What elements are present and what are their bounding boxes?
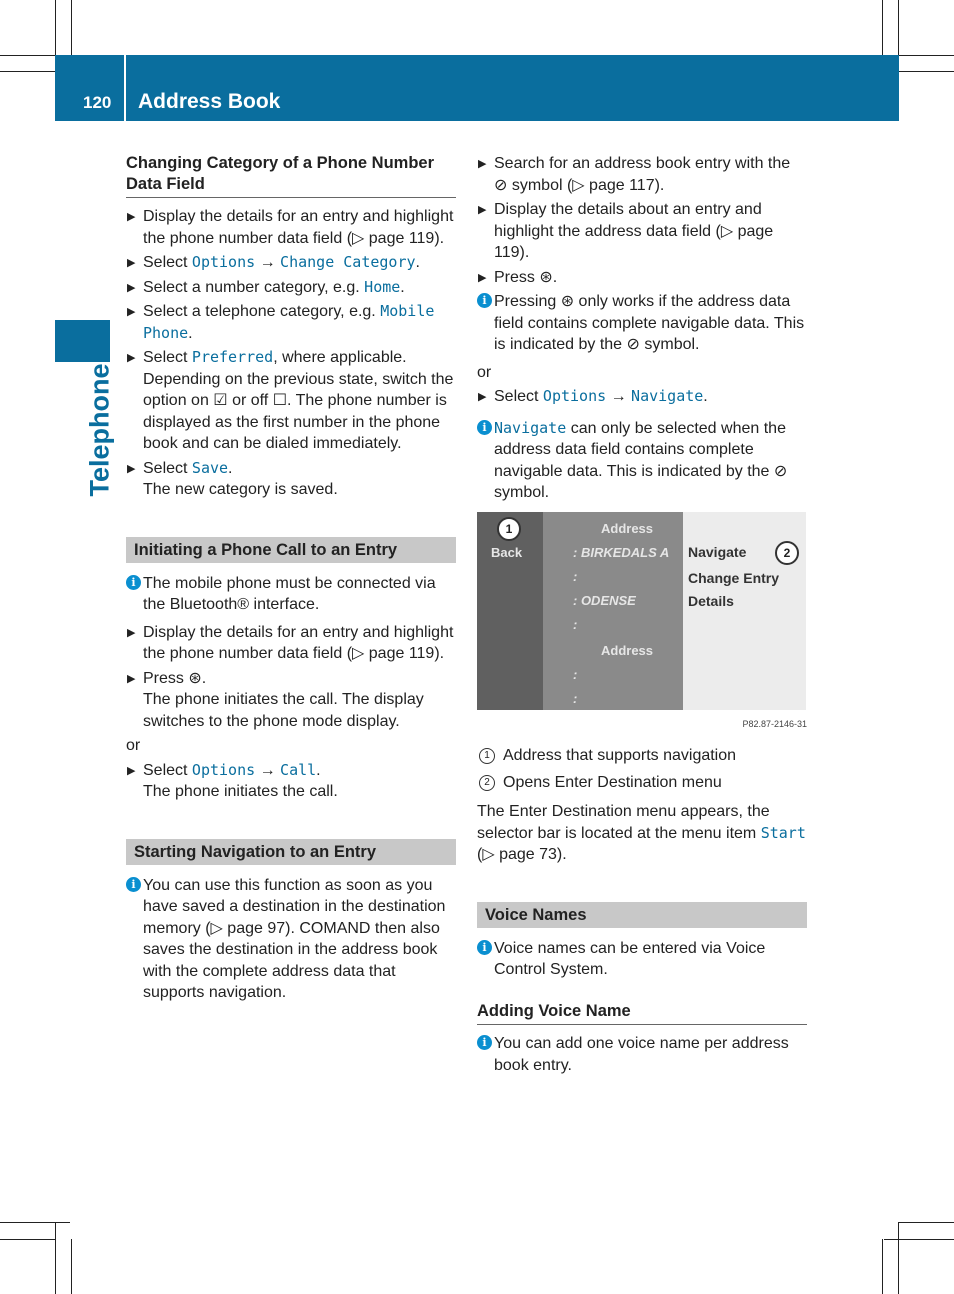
step-arrow-icon: ▶: [127, 462, 136, 475]
step-arrow-icon: ▶: [478, 391, 487, 403]
arrow-symbol: →: [259, 761, 276, 779]
step-text: Display the details about an entry and highlight the address data field (▷ page 119).: [494, 201, 774, 261]
crop-mark: [882, 0, 883, 55]
info-text: can only be selected when the address data field contains complete navigable data. This is indicated by the ⊘ symbol.: [494, 419, 788, 501]
menu-item-change-category: Change Category: [280, 253, 416, 271]
figure-menu-change-entry: Change Entry: [688, 569, 780, 586]
info-text: Voice names can be entered via Voice Control System.: [494, 939, 766, 978]
step-text: Select: [494, 388, 539, 405]
figure-back-label: Back: [491, 544, 523, 560]
legend-number: 2: [479, 775, 495, 791]
legend-number: 1: [479, 748, 495, 764]
section-title: Initiating a Phone Call to an Entry: [126, 537, 456, 563]
step-arrow-icon: ▶: [127, 211, 136, 223]
info-text: You can add one voice name per address book entry.: [494, 1035, 789, 1074]
crop-mark: [899, 1222, 954, 1223]
step-arrow-icon: ▶: [478, 204, 487, 216]
section-title: Starting Navigation to an Entry: [126, 839, 456, 865]
step-result: The phone initiates the call. The display switches to the phone mode display.: [143, 691, 424, 730]
step-arrow-icon: ▶: [478, 271, 487, 284]
legend-item: [477, 745, 807, 767]
arrow-symbol: →: [610, 388, 627, 405]
step-arrow-icon: ▶: [127, 626, 136, 639]
figure-address-header: Address: [601, 642, 654, 658]
menu-item-start: Start: [760, 823, 806, 842]
callout-2: 2: [775, 541, 799, 565]
step-arrow-icon: ▶: [127, 672, 136, 685]
menu-item-save: Save: [191, 458, 229, 477]
instruction-step: [126, 206, 456, 249]
menu-item-home: Home: [364, 277, 401, 296]
menu-item-options: Options: [191, 760, 256, 779]
left-column: [126, 153, 456, 1010]
menu-item-preferred: Preferred: [191, 348, 274, 366]
figure-address-header: Address: [601, 520, 654, 536]
chapter-title: Address Book: [138, 90, 281, 113]
figure-entry: :: [573, 690, 578, 706]
or-separator: or: [477, 363, 492, 381]
info-note: [126, 875, 456, 1004]
crop-mark: [0, 71, 55, 72]
callout-1: 1: [497, 517, 521, 541]
step-result: The new category is saved.: [143, 481, 338, 498]
paragraph-text: The Enter Destination menu appears, the selector bar is located at the menu item: [477, 803, 770, 842]
crop-mark: [898, 1222, 899, 1294]
info-icon: i: [477, 293, 492, 308]
side-tab-marker: [55, 320, 110, 362]
instruction-step: ▶ Select Options → Change Category.: [126, 252, 456, 274]
or-separator: or: [126, 737, 141, 754]
instruction-step: [477, 199, 807, 264]
menu-item-call: Call: [280, 760, 317, 779]
instruction-step: ▶ Select Options → Navigate.: [477, 386, 807, 408]
step-text: Display the details for an entry and highlight the phone number data field (▷ page 119).: [143, 623, 454, 662]
instruction-step: ▶ Select Save. The new category is saved.: [127, 458, 338, 498]
menu-item-mobile-phone: Mobile Phone: [143, 302, 435, 342]
subsection-title: Adding Voice Name: [477, 1001, 807, 1026]
figure-menu-details: Details: [688, 592, 734, 609]
step-text: Select: [143, 459, 188, 477]
instruction-step: [126, 668, 456, 733]
arrow-symbol: →: [259, 254, 276, 271]
info-icon: i: [126, 575, 141, 590]
crop-mark: [0, 1222, 70, 1223]
instruction-step: [477, 267, 807, 289]
step-arrow-icon: ▶: [127, 281, 136, 294]
legend-item: [477, 772, 807, 794]
info-icon: i: [477, 420, 492, 435]
step-text: Select: [143, 761, 188, 779]
step-text: Select: [143, 254, 188, 271]
screen-figure: [477, 512, 806, 710]
step-text: Press ⊛.: [143, 669, 207, 687]
step-text: , where applicable. Depending on the previous state, switch the option on ☑ or off ☐. The phone number is displayed as the first number in the phone book and can be dialed immediately.: [143, 349, 454, 452]
menu-item-navigate: Navigate: [494, 418, 567, 437]
step-arrow-icon: ▶: [127, 306, 136, 318]
step-text: Select: [143, 349, 188, 366]
info-note: [477, 1033, 807, 1076]
step-result: The phone initiates the call.: [143, 783, 338, 800]
crop-mark: [71, 0, 72, 55]
crop-mark: [55, 1222, 56, 1294]
step-text: Select a telephone category, e.g.: [143, 303, 376, 320]
right-column: [477, 153, 807, 1082]
section-title: Voice Names: [477, 902, 807, 928]
side-tab-label: Telephone: [84, 363, 115, 497]
info-note: [477, 418, 807, 504]
figure-caption: P82.87-2146-31: [742, 718, 807, 729]
info-icon: i: [477, 1035, 492, 1050]
instruction-step: ▶ Select a number category, e.g. Home.: [126, 277, 456, 299]
crop-mark: [899, 71, 954, 72]
crop-mark: [0, 1239, 55, 1240]
step-arrow-icon: ▶: [127, 257, 136, 269]
figure-entry: : BIRKEDALS A: [573, 544, 670, 560]
paragraph: [477, 801, 807, 866]
figure-entry: :: [573, 568, 578, 584]
info-icon: i: [477, 940, 492, 955]
instruction-step: ▶ Select a telephone category, e.g. Mobile Phone.: [127, 302, 435, 342]
step-text: Display the details for an entry and highlight the phone number data field (▷ page 119).: [143, 208, 454, 247]
info-note: [126, 573, 456, 616]
step-arrow-icon: ▶: [127, 764, 136, 777]
legend-text: Opens Enter Destination menu: [503, 773, 722, 791]
step-text: Search for an address book entry with the ⊘ symbol (▷ page 117).: [494, 155, 791, 194]
crop-mark: [884, 1239, 954, 1240]
step-arrow-icon: ▶: [478, 158, 487, 170]
page-number: 120: [83, 93, 112, 112]
info-note: [477, 291, 807, 356]
instruction-step: [126, 622, 456, 665]
section-title: Changing Category of a Phone Number Data Field: [126, 153, 456, 198]
step-arrow-icon: ▶: [127, 352, 136, 364]
info-text: You can use this function as soon as you have saved a destination in the destination memory (▷ page 97). COMAND then also saves the destination in the address book with the complete address data that supports navigation.: [143, 876, 446, 1001]
paragraph-text: (▷ page 73).: [477, 846, 567, 863]
instruction-step: [126, 347, 456, 455]
info-text: Pressing ⊛ only works if the address data field contains complete navigable data. This is indicated by the ⊘ symbol.: [494, 293, 805, 353]
header-divider: [124, 55, 126, 121]
instruction-step: [477, 153, 807, 196]
instruction-step: ▶ Select Options → Call. The phone initiates the call.: [127, 760, 338, 800]
info-icon: i: [126, 877, 141, 892]
figure-menu-navigate: Navigate: [688, 543, 747, 560]
info-text: The mobile phone must be connected via the Bluetooth® interface.: [143, 574, 436, 613]
legend-text: Address that supports navigation: [503, 747, 737, 764]
menu-item-options: Options: [542, 387, 607, 405]
figure-entry: :: [573, 666, 578, 682]
menu-item-navigate: Navigate: [631, 387, 704, 405]
figure-entry: : ODENSE: [573, 592, 636, 608]
step-text: Select a number category, e.g.: [143, 278, 360, 296]
figure-entry: :: [573, 616, 578, 632]
info-note: [477, 938, 807, 981]
step-text: Press ⊛.: [494, 268, 558, 286]
menu-item-options: Options: [191, 253, 256, 271]
crop-mark: [882, 1239, 883, 1294]
crop-mark: [71, 1239, 72, 1294]
